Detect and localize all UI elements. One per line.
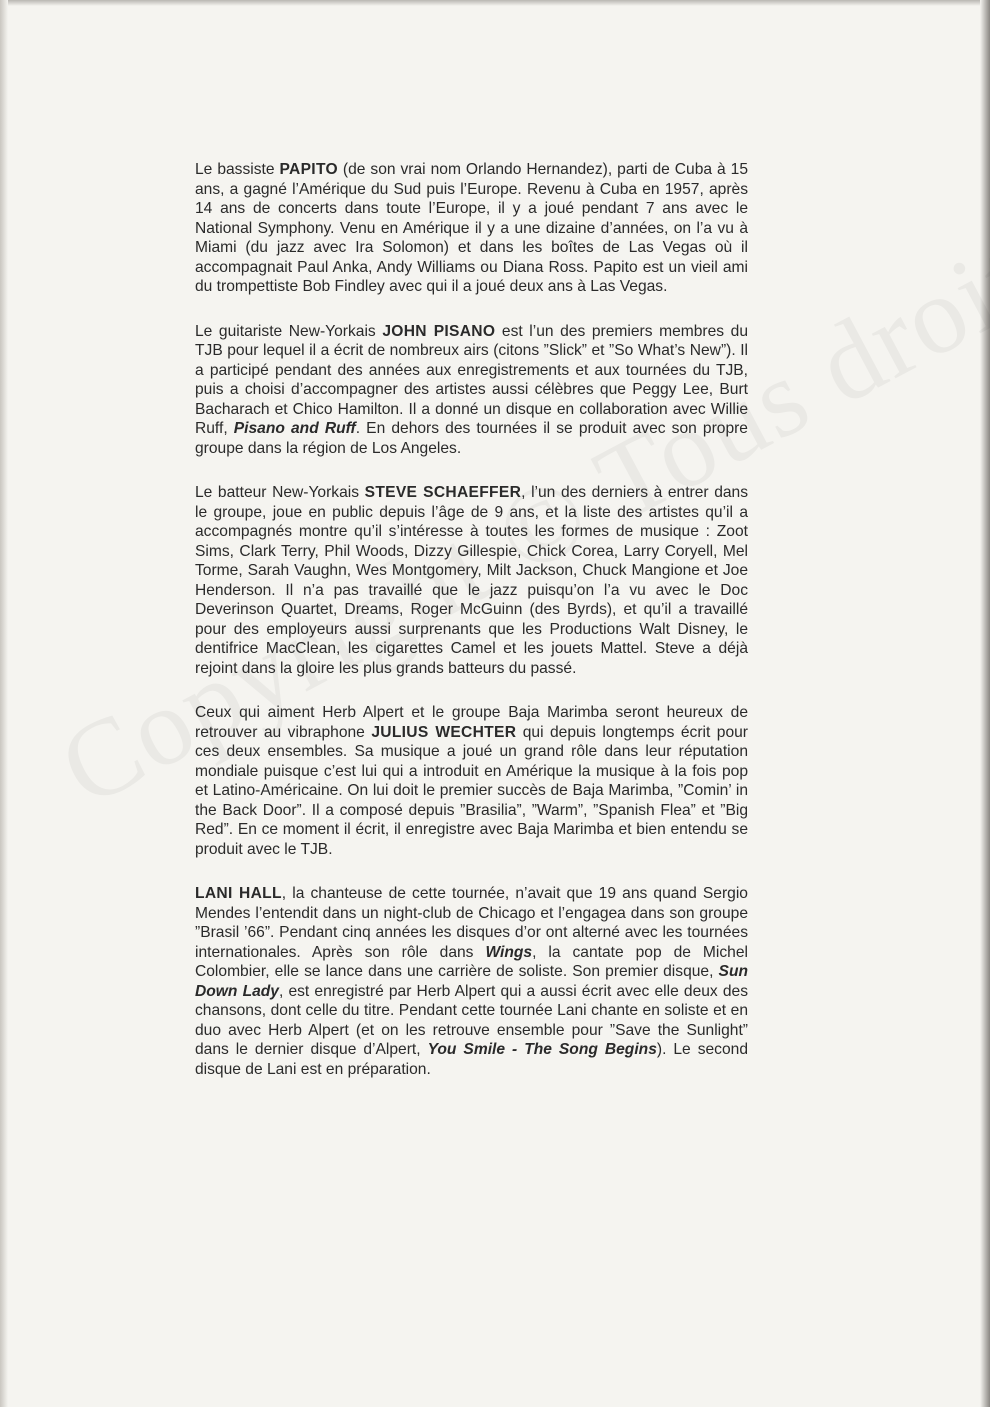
name-highlight: PAPITO: [279, 161, 338, 178]
text-run: est l’un des premiers membres du TJB pour lequel il a écrit de nombreux airs (citons ”Slick” et ”So What’s New”). Il a participé pendant des années aux enregistrements et aux tournées du TJB, puis a choisi d’accompagner des artistes aussi célèbres que Peggy Lee, Burt Bacharach et Chico Hamilton. Il a donné un disque en collaboration avec Willie Ruff,: [195, 322, 748, 437]
title-italic: You Smile - The Song Begins: [427, 1041, 657, 1058]
article-body: [195, 160, 748, 1104]
name-highlight: JULIUS WECHTER: [371, 723, 517, 741]
page-edge-top: [0, 0, 990, 6]
paragraph-julius-wechter: [195, 703, 748, 859]
text-run: (de son vrai nom Orlando Hernandez), parti de Cuba à 15 ans, a gagné l’Amérique du Sud puis l’Europe. Revenu à Cuba en 1957, après 14 ans de concerts dans toute l’Europe, il y a joué pendant 7 ans avec le National Symphony. Venu en Amérique il y a une dizaine d’années, on l’a vu à Miami (du jazz avec Ira Solomon) et dans les boîtes de Las Vegas où il accompagnait Paul Anka, Andy Williams ou Diana Ross. Papito est un vieil ami du trompettiste Bob Findley avec qui il a joué deux ans à Las Vegas.: [195, 161, 749, 295]
title-italic: Sun Down Lady: [195, 963, 748, 1000]
text-run: , est enregistré par Herb Alpert qui a aussi écrit avec elle deux des chansons, dont celle du titre. Pendant cette tournée Lani chante en soliste et en duo avec Herb Alpert (et on les retrouve ensemble pour ”Save the Sunlight” dans le dernier disque d’Alpert,: [195, 982, 748, 1058]
text-run: , l’un des derniers à entrer dans le groupe, joue en public depuis l’âge de 9 ans, et la liste des artistes qu’il a accompagnés montre qu’il s’intéresse à toutes les formes de musique : Zoot Sims, Clark Terry, Phil Woods, Dizzy Gillespie, Chick Corea, Larry Coryell, Mel Torme, Sarah Vaughn, Wes Montgomery, Milt Jackson, Chuck Mangione et Joe Henderson. Il n’a pas travaillé que le jazz puisqu’on l’a vu avec le Doc Deverinson Quartet, Dreams, Roger McGuinn (des Byrds), et qu’il a travaillé pour des employeurs aussi surprenants que les Productions Walt Disney, le dentifrice MacClean, les cigarettes Camel et les jouets Mattel. Steve a déjà rejoint dans la gloire les plus grands batteurs du passé.: [195, 484, 749, 677]
name-highlight: LANI HALL: [195, 885, 282, 902]
text-run: ). Le second disque de Lani est en préparation.: [195, 1041, 748, 1078]
text-run: , la cantate pop de Michel Colombier, elle se lance dans une carrière de soliste. Son premier disque,: [195, 943, 748, 980]
text-run: Ceux qui aiment Herb Alpert et le groupe Baja Marimba seront heureux de retrouver au vibraphone: [195, 704, 748, 741]
text-run: qui depuis longtemps écrit pour ces deux ensembles. Sa musique a joué un grand rôle dans leur réputation mondiale puisque c’est lui qui a introduit en Amérique la musique à la fois pop et Latino-Américaine. On lui doit le premier succès de Baja Marimba, ”Comin’ in the Back Door”. Il a composé depuis ”Brasilia”, ”Warm”, ”Spanish Flea” et ”Big Red”. En ce moment il écrit, il enregistre avec Baja Marimba et bien entendu se produit avec le TJB.: [195, 723, 748, 858]
paragraph-steve-schaeffer: [195, 483, 748, 678]
page-edge-left: [0, 0, 8, 1407]
paragraph-papito: [195, 160, 748, 297]
text-run: . En dehors des tournées il se produit avec son propre groupe dans la région de Los Angeles.: [195, 420, 748, 457]
text-run: , la chanteuse de cette tournée, n’avait que 19 ans quand Sergio Mendes l’entendit dans un night-club de Chicago et l’engagea dans son groupe ”Brasil ’66”. Pendant cinq années les disques d’or ont alterné avec les tournées internationales. Après son rôle dans: [195, 885, 748, 961]
title-italic: Wings: [485, 943, 533, 961]
page-edge-right: [980, 0, 990, 1407]
text-run: Le guitariste New-Yorkais: [195, 322, 383, 340]
title-italic: Pisano and Ruff: [233, 420, 356, 437]
text-run: Le bassiste: [195, 161, 280, 178]
paragraph-john-pisano: [195, 322, 748, 459]
name-highlight: JOHN PISANO: [382, 322, 496, 340]
name-highlight: STEVE SCHAEFFER: [364, 484, 522, 501]
paragraph-lani-hall: [195, 884, 748, 1079]
text-run: Le batteur New-Yorkais: [195, 484, 365, 501]
